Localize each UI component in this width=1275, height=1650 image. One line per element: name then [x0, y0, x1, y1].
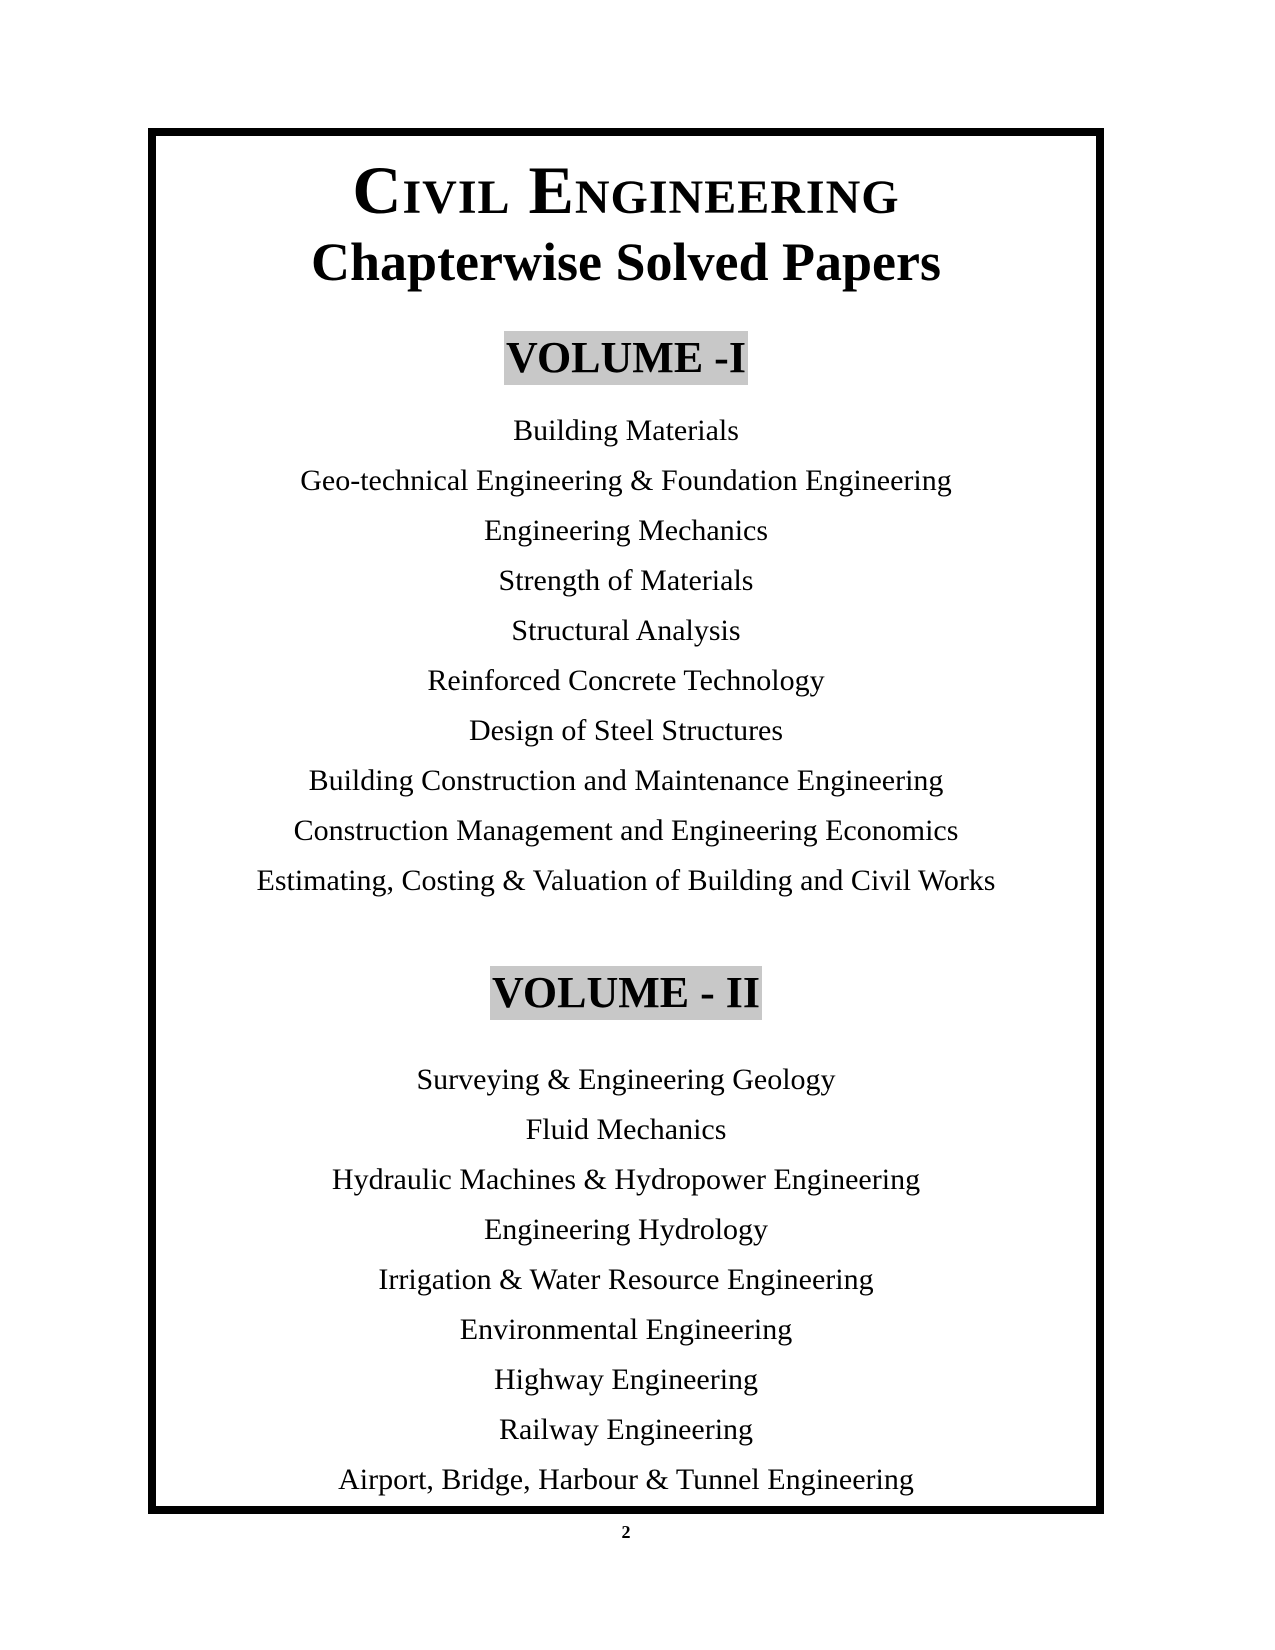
subject-item: Engineering Hydrology — [483, 1213, 769, 1246]
volume-2-subject-list — [148, 1055, 1104, 1505]
subject-item: Estimating, Costing & Valuation of Building and Civil Works — [256, 864, 996, 897]
volume-1-heading-wrap — [148, 331, 1104, 385]
book-title: Civil Engineering — [352, 152, 900, 228]
subject-item: Surveying & Engineering Geology — [416, 1063, 836, 1096]
subject-item: Environmental Engineering — [459, 1313, 793, 1346]
volume-1-heading: VOLUME -I — [504, 331, 748, 385]
subject-item: Strength of Materials — [498, 564, 754, 597]
volume-1-subject-list — [148, 406, 1104, 906]
subject-item: Construction Management and Engineering Economics — [293, 814, 959, 847]
subject-item: Fluid Mechanics — [525, 1113, 727, 1146]
subject-item: Design of Steel Structures — [468, 714, 784, 747]
subject-item: Structural Analysis — [511, 614, 741, 647]
book-subtitle: Chapterwise Solved Papers — [311, 232, 941, 292]
subject-item: Building Materials — [513, 414, 739, 447]
subject-item: Railway Engineering — [498, 1413, 754, 1446]
subject-item: Geo-technical Engineering & Foundation Engineering — [300, 464, 952, 497]
subject-item: Hydraulic Machines & Hydropower Engineering — [331, 1163, 921, 1196]
subject-item: Airport, Bridge, Harbour & Tunnel Engineering — [338, 1463, 914, 1496]
page-number: 2 — [621, 1522, 631, 1542]
volume-2-heading: VOLUME - II — [490, 966, 762, 1020]
subject-item: Engineering Mechanics — [483, 514, 769, 547]
subject-item: Reinforced Concrete Technology — [427, 664, 825, 697]
subject-item: Building Construction and Maintenance Engineering — [308, 764, 944, 797]
subject-item: Irrigation & Water Resource Engineering — [378, 1263, 874, 1296]
volume-2-heading-wrap — [148, 966, 1104, 1020]
subject-item: Highway Engineering — [493, 1363, 759, 1396]
